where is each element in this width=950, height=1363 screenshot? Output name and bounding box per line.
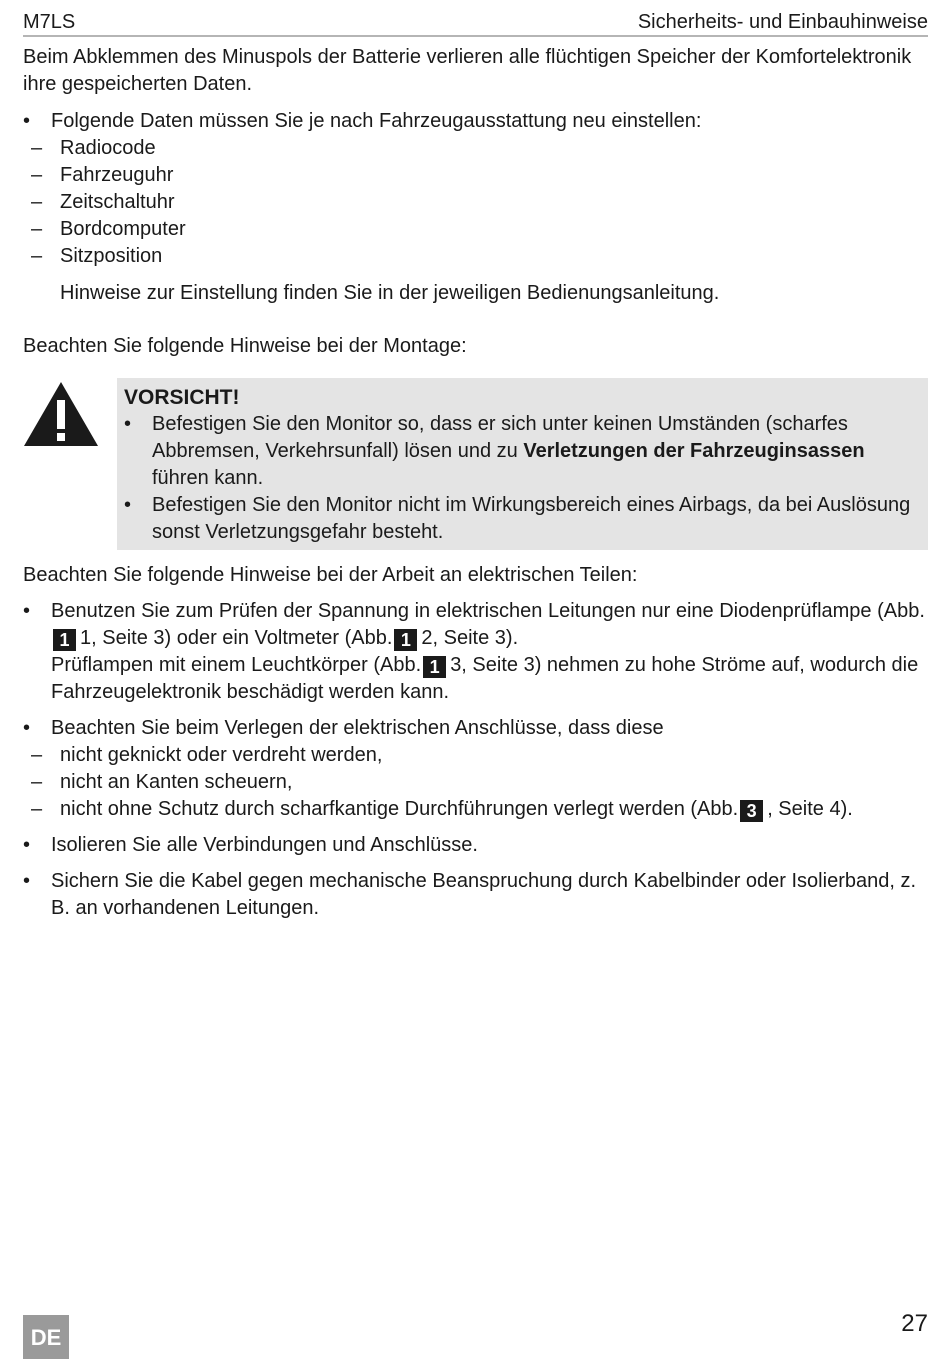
- cable-routing-list: [23, 742, 928, 823]
- bullet-dot: •: [23, 110, 31, 132]
- figure-badge: 1: [394, 629, 417, 651]
- figure-badge: 3: [740, 800, 763, 822]
- data-reset-lead: Folgende Daten müssen Sie je nach Fahrzeugausstattung neu einstellen:: [51, 110, 702, 132]
- figure-badge: 1: [53, 629, 76, 651]
- list-item: – nicht an Kanten scheuern,: [31, 771, 293, 793]
- settings-note: Hinweise zur Einstellung finden Sie in der jeweiligen Bedienungsanleitung.: [60, 282, 720, 304]
- header-section-title: Sicherheits- und Einbauhinweise: [637, 11, 928, 33]
- warning-title: VORSICHT!: [124, 386, 240, 409]
- data-reset-list: [23, 135, 928, 270]
- page-header: [23, 8, 928, 37]
- list-item: – Radiocode: [31, 137, 156, 159]
- electrical-bullet-3: • Isolieren Sie alle Verbindungen und Anschlüsse.: [23, 834, 478, 856]
- electrical-bullet-4: • Sichern Sie die Kabel gegen mechanische Beanspruchung durch Kabelbinder oder Isolierband, z. B. an vorhandenen Leitungen.: [23, 870, 917, 919]
- electrical-bullet-1: • Benutzen Sie zum Prüfen der Spannung in elektrischen Leitungen nur eine Diodenprüflampe (Abb.1 1, Seite 3) oder ein Voltmeter (Abb. 1 2, Seite 3). Prüflampen mit einem Leuchtkörper (Abb. 1 3, Seite 3) nehmen zu hohe Ströme auf, wodurch die Fahrzeugelektronik beschädigt werden kann.: [23, 600, 925, 703]
- warning-emphasis: Verletzungen der Fahrzeuginsassen: [523, 440, 865, 462]
- list-item: – Zeitschaltuhr: [31, 191, 175, 213]
- warning-block: [23, 378, 928, 554]
- page-number: 27: [901, 1310, 928, 1337]
- list-item: – Sitzposition: [31, 245, 163, 267]
- intro-paragraph: Beim Abklemmen des Minuspols der Batterie verlieren alle flüchtigen Speicher der Komfortelektronik ihre gespeicherten Daten.: [23, 46, 912, 95]
- page-content: [23, 44, 928, 922]
- list-item: – nicht ohne Schutz durch scharfkantige Durchführungen verlegt werden (Abb. 3 , Seite 4).: [31, 798, 853, 821]
- electrical-bullet-2: • Beachten Sie beim Verlegen der elektrischen Anschlüsse, dass diese – nicht geknickt oder verdreht werden, – nicht an Kanten scheuern, – nicht ohne Schutz durch scharfkantige Durchführungen verlegt werden (Abb. 3 , Seite 4).: [23, 715, 928, 823]
- warning-box: [117, 378, 928, 550]
- warning-bullet-1: • Befestigen Sie den Monitor so, dass er sich unter keinen Umständen (scharfes Abbremsen, Verkehrsunfall) lösen und zu Verletzungen der Fahrzeuginsassen führen kann.: [124, 413, 865, 489]
- electrical-intro: Beachten Sie folgende Hinweise bei der Arbeit an elektrischen Teilen:: [23, 564, 638, 586]
- montage-intro: Beachten Sie folgende Hinweise bei der Montage:: [23, 335, 467, 357]
- list-item: – Fahrzeuguhr: [31, 164, 174, 186]
- language-badge: DE: [23, 1315, 69, 1359]
- warning-triangle-icon: [23, 380, 99, 448]
- warning-bullet-2: • Befestigen Sie den Monitor nicht im Wirkungsbereich eines Airbags, da bei Auslösung sonst Verletzungsgefahr besteht.: [124, 494, 911, 543]
- data-reset-bullet: [23, 108, 928, 270]
- list-item: – Bordcomputer: [31, 218, 186, 240]
- list-item: – nicht geknickt oder verdreht werden,: [31, 744, 383, 766]
- figure-badge: 1: [423, 656, 446, 678]
- header-model: M7LS: [23, 11, 76, 33]
